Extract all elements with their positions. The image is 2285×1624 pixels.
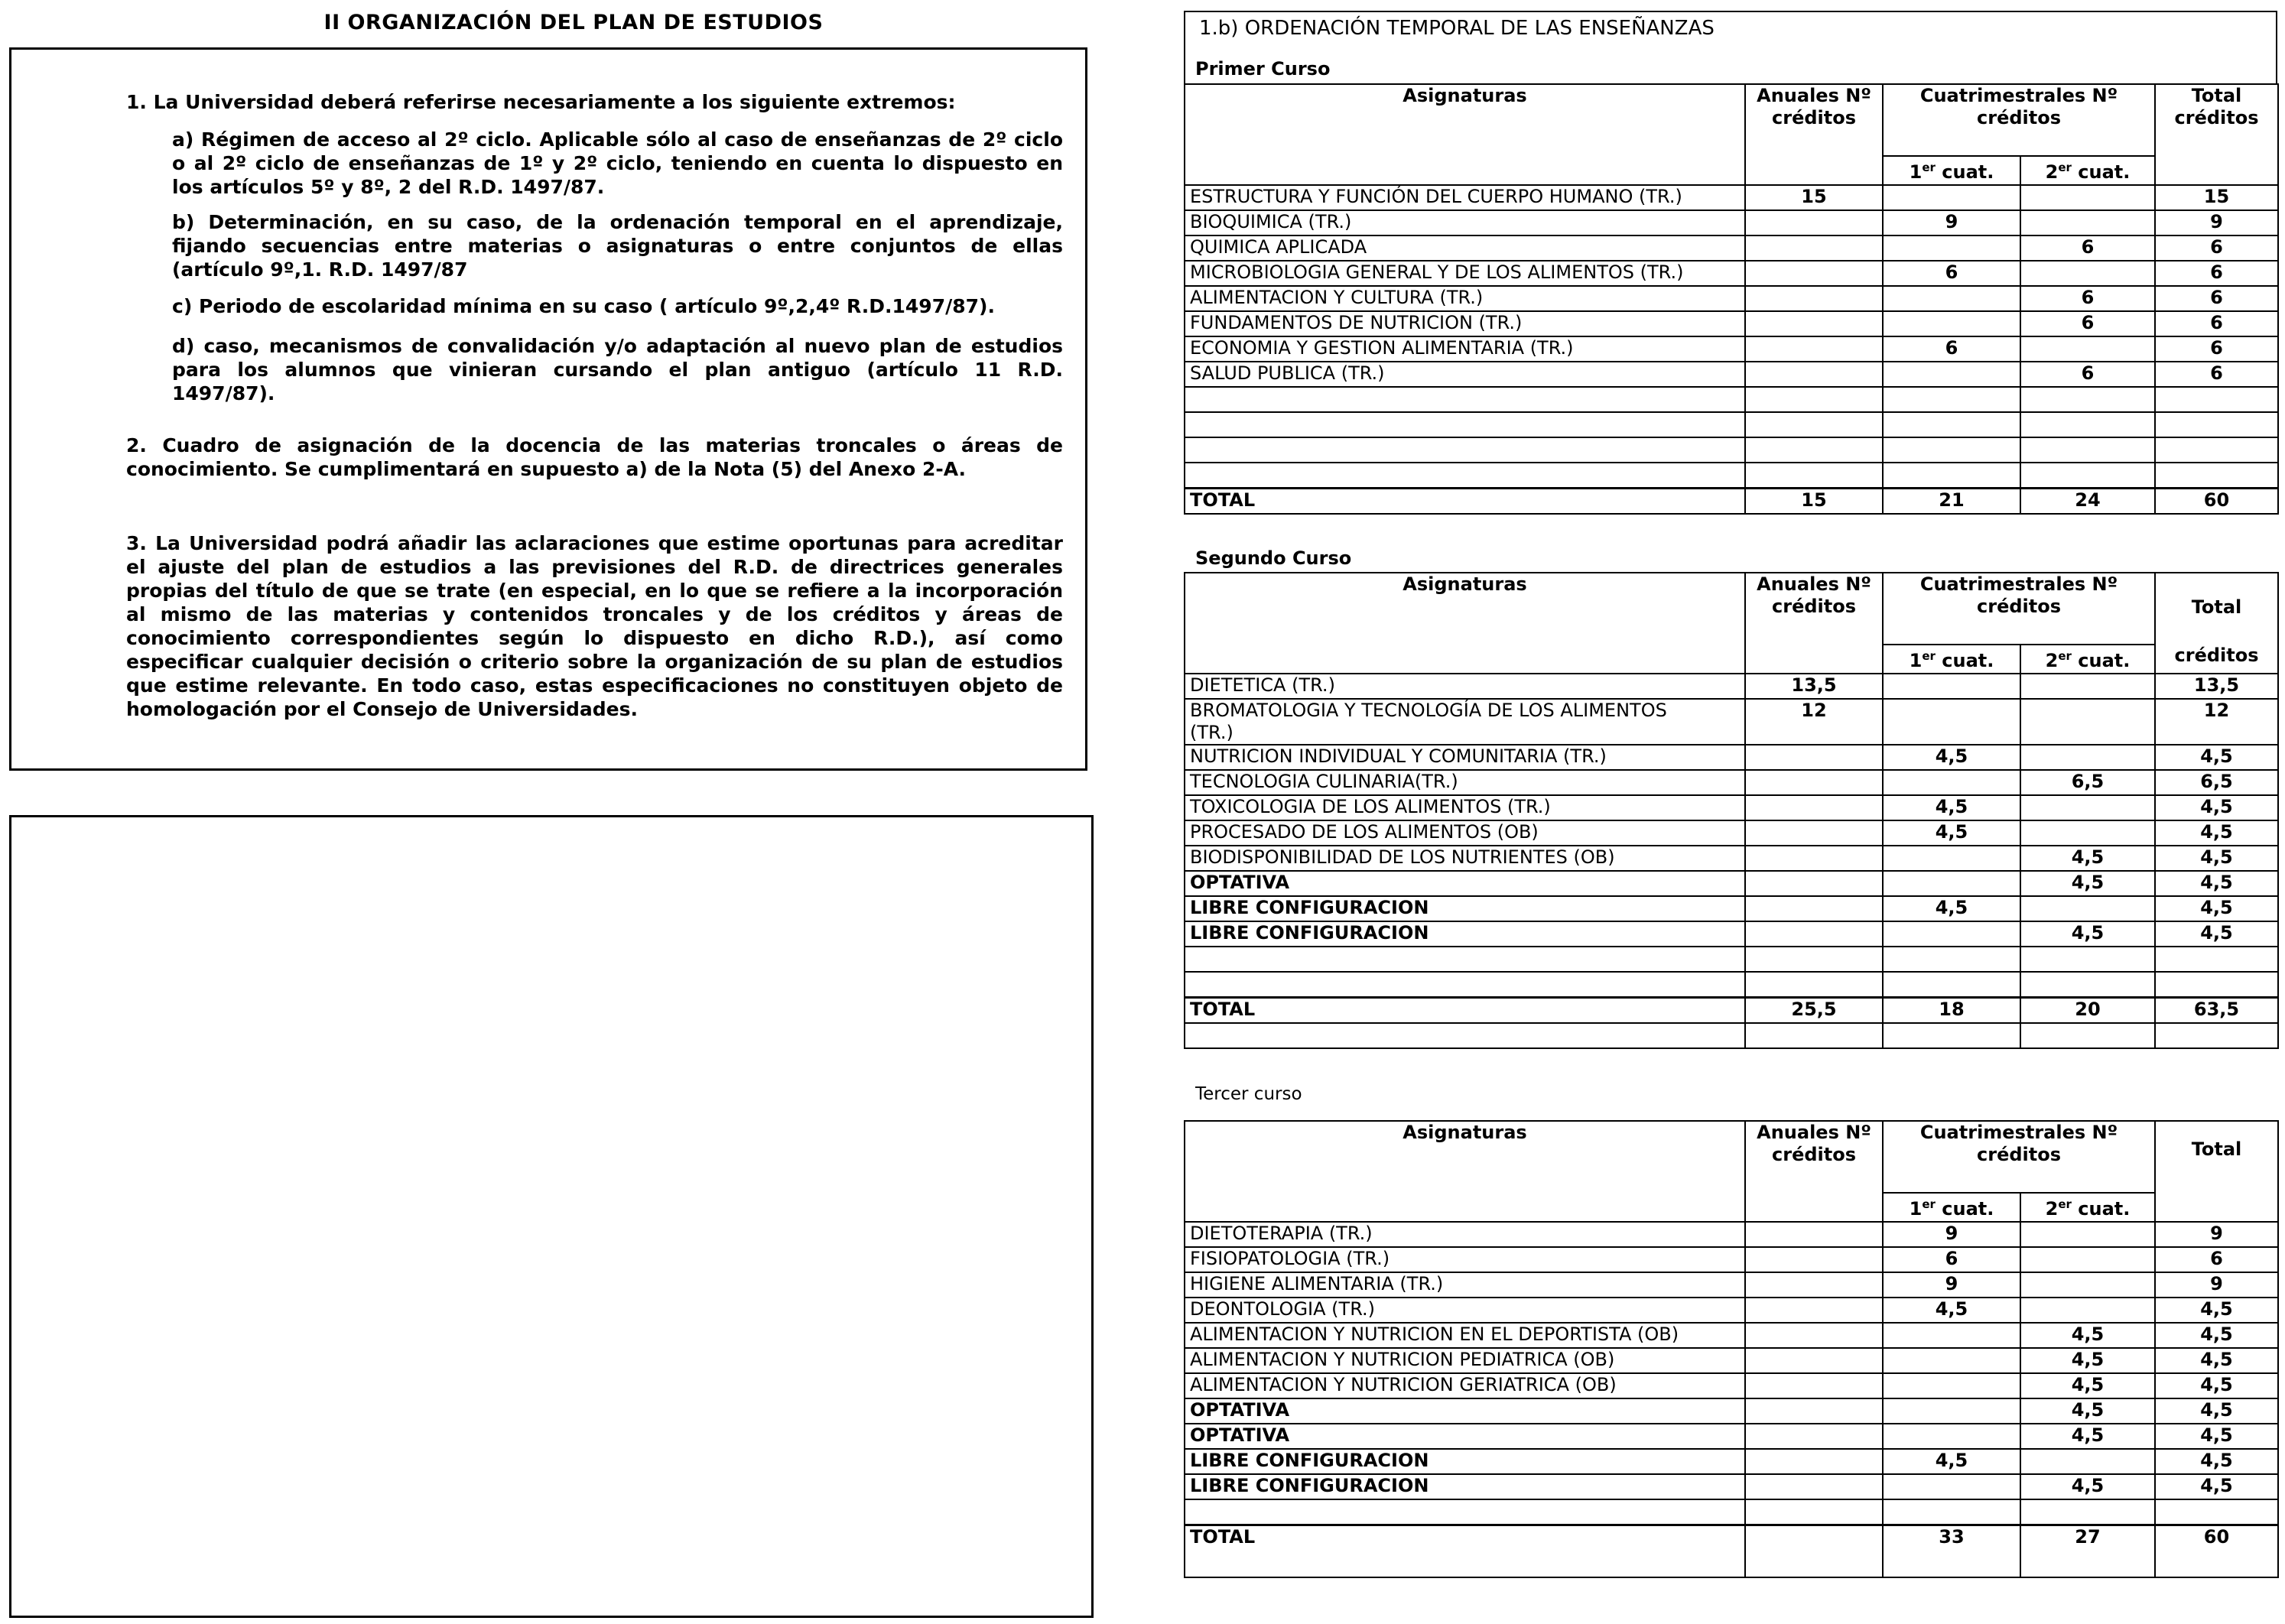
cuat2-cell: 4,5 (2020, 871, 2155, 896)
total-cell: 6 (2155, 286, 2278, 311)
instruction-item-1d: d) caso, mecanismos de convalidación y/o adaptación al nuevo plan de estudios para los alumnos que vinieran cursando el plan antiguo (artículo 11 R.D. 1497/87). (172, 335, 1063, 404)
blank-cell (1185, 412, 1745, 437)
table-row (1185, 362, 2278, 387)
total-cell: 4,5 (2155, 1323, 2278, 1348)
instruction-item-2: 2. Cuadro de asignación de la docencia de las materias troncales o áreas de conocimiento. Se cumplimentará en supuesto a) de la Nota (5) del Anexo 2-A. (126, 434, 1063, 480)
blank-cell (1745, 947, 1883, 972)
subject-cell (1185, 699, 1745, 745)
anuales-cell (1745, 1424, 1883, 1449)
total-cell: 6 (2155, 362, 2278, 387)
cuat2-cell: 4,5 (2020, 1373, 2155, 1398)
header-2er-cuat: 2er cuat. (2020, 645, 2155, 674)
cuat1-cell: 4,5 (1883, 745, 2020, 770)
cuat1-cell: 9 (1883, 1222, 2020, 1247)
header-cuatrimestrales: Cuatrimestrales Nº créditos (1883, 1121, 2155, 1193)
cuat1-cell (1883, 235, 2020, 261)
table-row (1185, 795, 2278, 820)
blank-cell (1883, 972, 2020, 998)
blank-cell (1883, 1499, 2020, 1525)
blank-cell (1745, 1499, 1883, 1525)
total-cuat2: 24 (2020, 489, 2155, 515)
cuat2-cell (2020, 336, 2155, 362)
blank-cell (1185, 947, 1745, 972)
cuat2-cell (2020, 795, 2155, 820)
cuat1-cell (1883, 286, 2020, 311)
blank-cell (2155, 972, 2278, 998)
blank-row (1185, 437, 2278, 463)
total-cell: 12 (2155, 699, 2278, 745)
total-cell: 9 (2155, 1272, 2278, 1298)
table-row (1185, 1373, 2278, 1398)
subject-cell: LIBRE CONFIGURACION (1185, 1474, 1745, 1499)
blank-cell (1745, 437, 1883, 463)
subject-cell: FISIOPATOLOGIA (TR.) (1185, 1247, 1745, 1272)
subject-cell: ECONOMIA Y GESTION ALIMENTARIA (TR.) (1185, 336, 1745, 362)
total-cell: 4,5 (2155, 921, 2278, 947)
plan-table-primer-curso (1184, 83, 2279, 515)
cuat1-cell: 6 (1883, 1247, 2020, 1272)
curso-label-1: Primer Curso (1195, 58, 1331, 80)
cuat2-cell: 4,5 (2020, 1398, 2155, 1424)
subject-cell: QUIMICA APLICADA (1185, 235, 1745, 261)
table-row (1185, 1298, 2278, 1323)
blank-cell (1883, 437, 2020, 463)
blank-cell (2020, 1499, 2155, 1525)
cuat2-cell (2020, 674, 2155, 699)
total-cell: 4,5 (2155, 1398, 2278, 1424)
table-row (1185, 896, 2278, 921)
cuat1-cell: 4,5 (1883, 896, 2020, 921)
total-cell: 4,5 (2155, 1449, 2278, 1474)
table-row (1185, 1272, 2278, 1298)
cuat1-cell: 6 (1883, 261, 2020, 286)
anuales-cell (1745, 1348, 1883, 1373)
subject-cell: DEONTOLOGIA (TR.) (1185, 1298, 1745, 1323)
cuat2-cell (2020, 261, 2155, 286)
subject-cell: LIBRE CONFIGURACION (1185, 921, 1745, 947)
blank-cell (1185, 437, 1745, 463)
total-cell: 9 (2155, 210, 2278, 235)
total-cell: 6 (2155, 235, 2278, 261)
total-creditos: 63,5 (2155, 998, 2278, 1024)
table-row (1185, 261, 2278, 286)
blank-cell (2155, 1499, 2278, 1525)
table-row (1185, 699, 2278, 745)
table-row (1185, 871, 2278, 896)
blank-cell (1883, 387, 2020, 412)
total-cuat1: 18 (1883, 998, 2020, 1024)
instruction-item-1: 1. La Universidad deberá referirse necesariamente a los siguiente extremos: (126, 91, 956, 113)
blank-cell (2155, 1023, 2278, 1048)
cuat2-cell: 4,5 (2020, 1424, 2155, 1449)
subject-cell: BIOQUIMICA (TR.) (1185, 210, 1745, 235)
table-row (1185, 286, 2278, 311)
table-row (1185, 1323, 2278, 1348)
anuales-cell (1745, 896, 1883, 921)
header-total-label: Total (2191, 1138, 2242, 1160)
blank-row (1185, 387, 2278, 412)
cuat1-cell (1883, 846, 2020, 871)
blank-cell (2155, 947, 2278, 972)
blank-cell (2020, 437, 2155, 463)
cuat2-cell (2020, 1222, 2155, 1247)
blank-cell (1745, 412, 1883, 437)
total-cell: 4,5 (2155, 745, 2278, 770)
blank-cell (2155, 437, 2278, 463)
instruction-item-1a: a) Régimen de acceso al 2º ciclo. Aplicable sólo al caso de enseñanzas de 2º ciclo o al 2º ciclo de enseñanzas de 1º y 2º ciclo, teniendo en cuenta lo dispuesto en los artículos 5º y 8º, 2 del R.D. 1497/87. (172, 128, 1063, 198)
total-cell: 4,5 (2155, 1373, 2278, 1398)
total-cell: 6 (2155, 1247, 2278, 1272)
cuat1-cell (1883, 770, 2020, 795)
header-1er-cuat: 1er cuat. (1883, 1193, 2020, 1222)
instructions-box (9, 47, 1087, 771)
subject-cell: ESTRUCTURA Y FUNCIÓN DEL CUERPO HUMANO (TR.) (1185, 185, 1745, 210)
anuales-cell (1745, 261, 1883, 286)
cuat2-cell: 6 (2020, 362, 2155, 387)
total-cell: 15 (2155, 185, 2278, 210)
blank-cell (1185, 387, 1745, 412)
cuat2-cell: 4,5 (2020, 1348, 2155, 1373)
total-cuat1: 21 (1883, 489, 2020, 515)
header-asignaturas: Asignaturas (1185, 1121, 1745, 1222)
subject-cell: HIGIENE ALIMENTARIA (TR.) (1185, 1272, 1745, 1298)
cuat1-cell (1883, 185, 2020, 210)
total-cell: 6 (2155, 336, 2278, 362)
header-total-label: Total (2191, 596, 2242, 618)
plan-table-tercer-curso (1184, 1120, 2279, 1578)
blank-cell (2020, 972, 2155, 998)
cuat2-cell: 4,5 (2020, 1474, 2155, 1499)
subject-cell: DIETETICA (TR.) (1185, 674, 1745, 699)
blank-cell (1883, 1023, 2020, 1048)
plan-table-segundo-curso (1184, 572, 2279, 1049)
subject-cell: LIBRE CONFIGURACION (1185, 896, 1745, 921)
subject-cell: PROCESADO DE LOS ALIMENTOS (OB) (1185, 820, 1745, 846)
table-row (1185, 846, 2278, 871)
cuat1-cell: 4,5 (1883, 1298, 2020, 1323)
blank-cell (1883, 463, 2020, 489)
page-title: II ORGANIZACIÓN DEL PLAN DE ESTUDIOS (323, 11, 824, 34)
anuales-cell: 15 (1745, 185, 1883, 210)
blank-cell (2155, 387, 2278, 412)
total-row (1185, 1525, 2278, 1578)
header-asignaturas: Asignaturas (1185, 573, 1745, 674)
curso-label-2: Segundo Curso (1195, 547, 1352, 569)
anuales-cell (1745, 362, 1883, 387)
header-1er-cuat: 1er cuat. (1883, 156, 2020, 185)
header-2er-cuat: 2er cuat. (2020, 1193, 2155, 1222)
cuat1-cell: 6 (1883, 336, 2020, 362)
header-1er-cuat: 1er cuat. (1883, 645, 2020, 674)
header-total: Total créditos (2155, 84, 2278, 185)
header-total (2155, 1121, 2278, 1222)
subject-cell: DIETOTERAPIA (TR.) (1185, 1222, 1745, 1247)
anuales-cell (1745, 1398, 1883, 1424)
table-row (1185, 1474, 2278, 1499)
subject-cell: OPTATIVA (1185, 1398, 1745, 1424)
subject-cell: TOXICOLOGIA DE LOS ALIMENTOS (TR.) (1185, 795, 1745, 820)
total-label: TOTAL (1185, 489, 1745, 515)
anuales-cell (1745, 745, 1883, 770)
section-header-box (1184, 11, 2277, 83)
total-cell: 9 (2155, 1222, 2278, 1247)
blank-row (1185, 412, 2278, 437)
subject-name-line-1: BROMATOLOGIA Y TECNOLOGÍA DE LOS ALIMENTOS (1190, 700, 1667, 721)
subject-cell: ALIMENTACION Y NUTRICION EN EL DEPORTISTA (OB) (1185, 1323, 1745, 1348)
total-cell: 4,5 (2155, 820, 2278, 846)
blank-cell (2020, 463, 2155, 489)
anuales-cell (1745, 1298, 1883, 1323)
table-row (1185, 921, 2278, 947)
anuales-cell (1745, 846, 1883, 871)
header-creditos-label: créditos (2174, 645, 2259, 666)
cuat1-cell (1883, 1474, 2020, 1499)
header-anuales: Anuales Nº créditos (1745, 573, 1883, 674)
cuat1-cell (1883, 871, 2020, 896)
table-row (1185, 1424, 2278, 1449)
instruction-item-1b: b) Determinación, en su caso, de la ordenación temporal en el aprendizaje, fijando secuencias entre materias o asignaturas o entre conjuntos de ellas (artículo 9º,1. R.D. 1497/87 (172, 211, 1063, 281)
total-cell: 4,5 (2155, 871, 2278, 896)
cuat1-cell (1883, 1398, 2020, 1424)
anuales-cell: 12 (1745, 699, 1883, 745)
subject-cell: LIBRE CONFIGURACION (1185, 1449, 1745, 1474)
table-row (1185, 770, 2278, 795)
blank-row (1185, 1023, 2278, 1048)
total-label: TOTAL (1185, 998, 1745, 1024)
total-row (1185, 489, 2278, 515)
cuat2-cell: 6,5 (2020, 770, 2155, 795)
cuat1-cell: 4,5 (1883, 1449, 2020, 1474)
total-row (1185, 998, 2278, 1024)
table-row (1185, 674, 2278, 699)
cuat2-cell (2020, 1272, 2155, 1298)
cuat2-cell (2020, 745, 2155, 770)
blank-cell (2020, 1023, 2155, 1048)
header-anuales: Anuales Nº créditos (1745, 1121, 1883, 1222)
subject-cell: ALIMENTACION Y NUTRICION PEDIATRICA (OB) (1185, 1348, 1745, 1373)
subject-name-line-2: (TR.) (1190, 722, 1234, 743)
blank-cell (1745, 463, 1883, 489)
cuat2-cell: 4,5 (2020, 846, 2155, 871)
total-cell: 4,5 (2155, 896, 2278, 921)
anuales-cell (1745, 1449, 1883, 1474)
total-cell: 4,5 (2155, 1424, 2278, 1449)
header-anuales: Anuales Nº créditos (1745, 84, 1883, 185)
anuales-cell (1745, 1222, 1883, 1247)
blank-row (1185, 1499, 2278, 1525)
blank-cell (1883, 947, 2020, 972)
blank-cell (1745, 1023, 1883, 1048)
total-creditos: 60 (2155, 489, 2278, 515)
anuales-cell (1745, 820, 1883, 846)
subject-cell: FUNDAMENTOS DE NUTRICION (TR.) (1185, 311, 1745, 336)
instruction-item-3: 3. La Universidad podrá añadir las aclaraciones que estime oportunas para acreditar el ajuste del plan de estudios a las previsiones del R.D. de directrices generales propias del título de que se trate (en especial, en lo que se refiere a la incorporación al mismo de las materias y contenidos troncales y de los créditos y áreas de conocimiento correspondientes según lo dispuesto en dicho R.D.), así como especificar cualquier decisión o criterio sobre la organización de su plan de estudios que estime relevante. En todo caso, estas especificaciones no constituyen objeto de homologación por el Consejo de Universidades. (126, 532, 1063, 720)
anuales-cell: 13,5 (1745, 674, 1883, 699)
cuat1-cell (1883, 699, 2020, 745)
table-row (1185, 745, 2278, 770)
subject-cell: ALIMENTACION Y CULTURA (TR.) (1185, 286, 1745, 311)
cuat2-cell (2020, 820, 2155, 846)
cuat1-cell: 9 (1883, 210, 2020, 235)
total-cell: 4,5 (2155, 1474, 2278, 1499)
subject-cell: NUTRICION INDIVIDUAL Y COMUNITARIA (TR.) (1185, 745, 1745, 770)
subject-cell: TECNOLOGIA CULINARIA(TR.) (1185, 770, 1745, 795)
header-total (2155, 573, 2278, 674)
cuat1-cell (1883, 1424, 2020, 1449)
anuales-cell (1745, 336, 1883, 362)
table-row (1185, 336, 2278, 362)
blank-cell (2020, 387, 2155, 412)
anuales-cell (1745, 1323, 1883, 1348)
anuales-cell (1745, 1247, 1883, 1272)
table-row (1185, 1247, 2278, 1272)
table-row (1185, 235, 2278, 261)
blank-cell (1185, 1499, 1745, 1525)
subject-cell: MICROBIOLOGIA GENERAL Y DE LOS ALIMENTOS (TR.) (1185, 261, 1745, 286)
empty-box (9, 815, 1094, 1618)
table-row (1185, 1222, 2278, 1247)
cuat1-cell (1883, 1348, 2020, 1373)
total-cell: 4,5 (2155, 1348, 2278, 1373)
total-cell: 6,5 (2155, 770, 2278, 795)
total-cuat1: 33 (1883, 1525, 2020, 1578)
cuat1-cell: 4,5 (1883, 795, 2020, 820)
cuat2-cell (2020, 210, 2155, 235)
table-row (1185, 1398, 2278, 1424)
blank-cell (1185, 972, 1745, 998)
cuat2-cell: 6 (2020, 235, 2155, 261)
cuat2-cell (2020, 699, 2155, 745)
curso-label-3: Tercer curso (1195, 1084, 1302, 1104)
cuat1-cell (1883, 311, 2020, 336)
instruction-item-1c: c) Periodo de escolaridad mínima en su caso ( artículo 9º,2,4º R.D.1497/87). (172, 295, 995, 317)
cuat2-cell (2020, 1449, 2155, 1474)
total-cell: 6 (2155, 311, 2278, 336)
blank-cell (2020, 412, 2155, 437)
total-cell: 4,5 (2155, 795, 2278, 820)
total-cell: 4,5 (2155, 1298, 2278, 1323)
table-row (1185, 1348, 2278, 1373)
anuales-cell (1745, 235, 1883, 261)
blank-cell (2155, 463, 2278, 489)
blank-row (1185, 463, 2278, 489)
blank-cell (1883, 412, 2020, 437)
cuat2-cell (2020, 1298, 2155, 1323)
table-row (1185, 1449, 2278, 1474)
blank-cell (1745, 387, 1883, 412)
cuat2-cell (2020, 185, 2155, 210)
anuales-cell (1745, 795, 1883, 820)
total-cell: 4,5 (2155, 846, 2278, 871)
cuat1-cell (1883, 1373, 2020, 1398)
anuales-cell (1745, 1474, 1883, 1499)
subject-cell: OPTATIVA (1185, 1424, 1745, 1449)
blank-cell (1185, 463, 1745, 489)
subject-cell: ALIMENTACION Y NUTRICION GERIATRICA (OB) (1185, 1373, 1745, 1398)
total-cuat2: 20 (2020, 998, 2155, 1024)
anuales-cell (1745, 1373, 1883, 1398)
blank-cell (2155, 412, 2278, 437)
cuat1-cell: 4,5 (1883, 820, 2020, 846)
header-cuatrimestrales: Cuatrimestrales Nº créditos (1883, 84, 2155, 156)
header-cuatrimestrales: Cuatrimestrales Nº créditos (1883, 573, 2155, 645)
subject-cell: OPTATIVA (1185, 871, 1745, 896)
cuat2-cell: 4,5 (2020, 1323, 2155, 1348)
cuat1-cell (1883, 362, 2020, 387)
cuat2-cell: 6 (2020, 311, 2155, 336)
total-cuat2: 27 (2020, 1525, 2155, 1578)
total-anuales: 25,5 (1745, 998, 1883, 1024)
cuat2-cell: 6 (2020, 286, 2155, 311)
anuales-cell (1745, 1272, 1883, 1298)
blank-cell (1185, 1023, 1745, 1048)
section-title: 1.b) ORDENACIÓN TEMPORAL DE LAS ENSEÑANZAS (1199, 17, 1715, 40)
cuat1-cell (1883, 921, 2020, 947)
cuat2-cell (2020, 1247, 2155, 1272)
anuales-cell (1745, 770, 1883, 795)
anuales-cell (1745, 871, 1883, 896)
total-creditos: 60 (2155, 1525, 2278, 1578)
cuat1-cell: 9 (1883, 1272, 2020, 1298)
subject-cell: BIODISPONIBILIDAD DE LOS NUTRIENTES (OB) (1185, 846, 1745, 871)
table-row (1185, 311, 2278, 336)
table-row (1185, 185, 2278, 210)
cuat2-cell: 4,5 (2020, 921, 2155, 947)
cuat1-cell (1883, 1323, 2020, 1348)
header-2er-cuat: 2er cuat. (2020, 156, 2155, 185)
cuat2-cell (2020, 896, 2155, 921)
total-cell: 13,5 (2155, 674, 2278, 699)
anuales-cell (1745, 286, 1883, 311)
subject-cell: SALUD PUBLICA (TR.) (1185, 362, 1745, 387)
total-cell: 6 (2155, 261, 2278, 286)
blank-row (1185, 947, 2278, 972)
blank-cell (2020, 947, 2155, 972)
total-anuales: 15 (1745, 489, 1883, 515)
blank-cell (1745, 972, 1883, 998)
anuales-cell (1745, 210, 1883, 235)
anuales-cell (1745, 311, 1883, 336)
table-row (1185, 820, 2278, 846)
table-row (1185, 210, 2278, 235)
header-asignaturas: Asignaturas (1185, 84, 1745, 185)
blank-row (1185, 972, 2278, 998)
total-label: TOTAL (1185, 1525, 1745, 1578)
anuales-cell (1745, 921, 1883, 947)
cuat1-cell (1883, 674, 2020, 699)
total-anuales (1745, 1525, 1883, 1578)
